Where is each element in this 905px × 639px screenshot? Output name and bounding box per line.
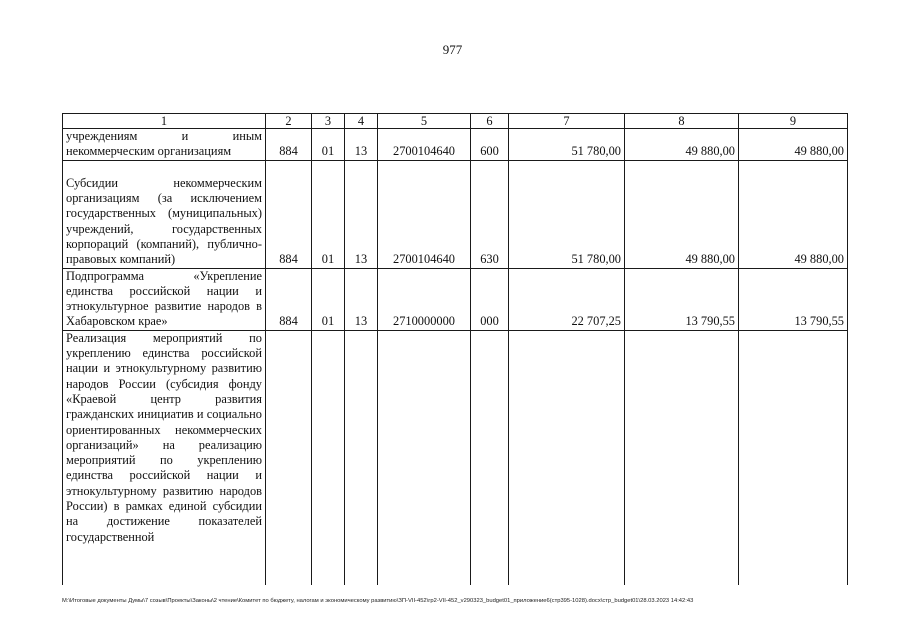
- cell-amount: 13 790,55: [625, 268, 739, 330]
- cell-amount: 22 707,25: [509, 268, 625, 330]
- cell-code: 884: [266, 160, 312, 268]
- cell-amount: 51 780,00: [509, 160, 625, 268]
- cell-code: 884: [266, 268, 312, 330]
- column-header: 5: [378, 114, 471, 129]
- cell-amount: 49 880,00: [625, 129, 739, 161]
- cell-subsection: 13: [345, 160, 378, 268]
- column-header: 1: [63, 114, 266, 129]
- cell-amount: 49 880,00: [625, 160, 739, 268]
- row-name: Субсидии некоммерческим организациям (за исключением государственных (муниципальных) учреждений, государственных корпораций (компаний), публично-правовых компаний): [63, 160, 266, 268]
- cell-amount: 49 880,00: [739, 129, 848, 161]
- cell-section: [312, 330, 345, 585]
- budget-table: [62, 113, 848, 585]
- cell-amount: 49 880,00: [739, 160, 848, 268]
- table-row: [63, 268, 848, 330]
- cell-target-article: 2710000000: [378, 268, 471, 330]
- row-name: учреждениям и иным некоммерческим организациям: [63, 129, 266, 161]
- column-header: 7: [509, 114, 625, 129]
- cell-amount: [739, 330, 848, 585]
- column-header: 9: [739, 114, 848, 129]
- cell-code: 884: [266, 129, 312, 161]
- document-file-path: M:\Итоговые документы Думы\7 созыв\Проекты\Законы\2 чтение\Комитет по бюджету, налогам и экономическому развитию\ЗП-VII-452\гр2-VII-452_v290323_budget01_приложение6(стр395-1028).docx\стр_budget01\28.03.2023 14:42:43: [62, 598, 694, 604]
- cell-expense-type: 000: [471, 268, 509, 330]
- table-row: [63, 330, 848, 585]
- cell-expense-type: 630: [471, 160, 509, 268]
- column-header: 6: [471, 114, 509, 129]
- cell-target-article: 2700104640: [378, 160, 471, 268]
- cell-section: 01: [312, 160, 345, 268]
- page-number: 977: [442, 42, 463, 57]
- row-name: Подпрограмма «Укрепление единства российской нации и этнокультурное развитие народов в Хабаровском крае»: [63, 268, 266, 330]
- cell-subsection: [345, 330, 378, 585]
- cell-expense-type: 600: [471, 129, 509, 161]
- cell-subsection: 13: [345, 129, 378, 161]
- table-row: [63, 160, 848, 268]
- cell-expense-type: [471, 330, 509, 585]
- cell-target-article: 2700104640: [378, 129, 471, 161]
- table-row: [63, 129, 848, 161]
- cell-amount: [625, 330, 739, 585]
- table-header-row: [63, 114, 848, 129]
- cell-target-article: [378, 330, 471, 585]
- cell-section: 01: [312, 268, 345, 330]
- column-header: 2: [266, 114, 312, 129]
- cell-amount: 13 790,55: [739, 268, 848, 330]
- cell-code: [266, 330, 312, 585]
- cell-amount: 51 780,00: [509, 129, 625, 161]
- column-header: 4: [345, 114, 378, 129]
- row-name: Реализация мероприятий по укреплению единства российской нации и этнокультурному развитию народов России (субсидия фонду «Краевой центр развития гражданских инициатив и социально ориентированных некоммерческих организаций» на реализацию мероприятий по укреплению единства российской нации и этнокультурному развитию народов России) в рамках единой субсидии на достижение показателей государственной: [63, 330, 266, 585]
- cell-section: 01: [312, 129, 345, 161]
- column-header: 8: [625, 114, 739, 129]
- cell-subsection: 13: [345, 268, 378, 330]
- cell-amount: [509, 330, 625, 585]
- column-header: 3: [312, 114, 345, 129]
